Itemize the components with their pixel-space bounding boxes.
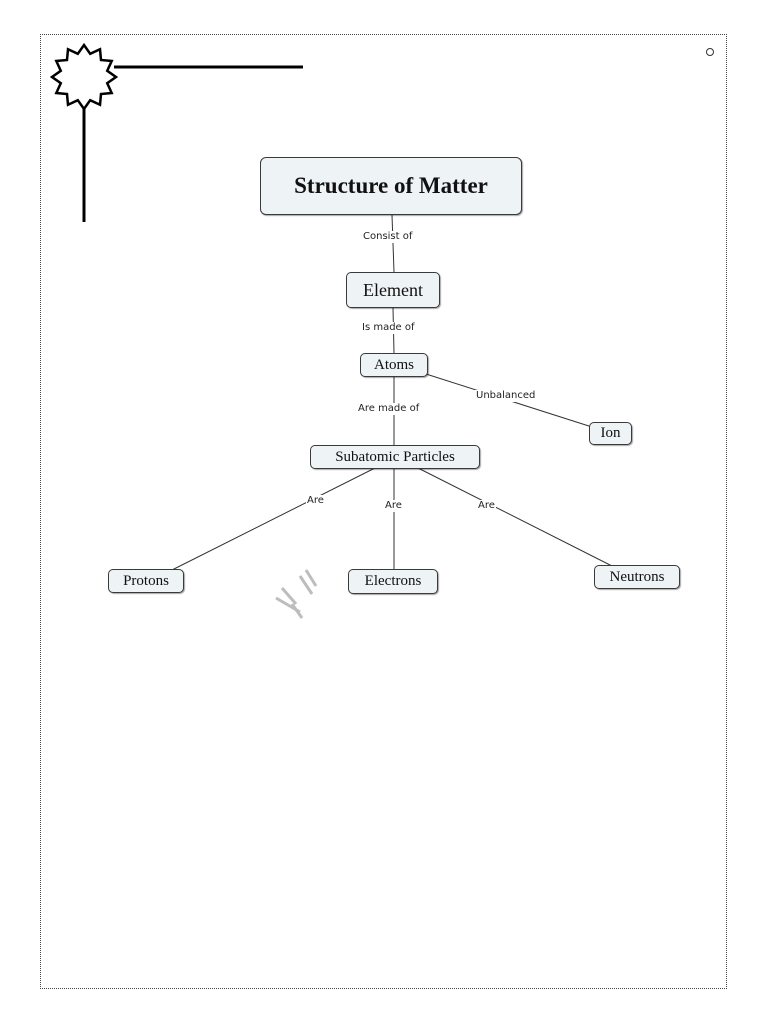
link-label-are-made-of: Are made of	[358, 403, 420, 414]
node-element: Element	[346, 272, 440, 308]
node-atoms: Atoms	[360, 353, 428, 377]
node-ion: Ion	[589, 422, 632, 445]
link-title-element	[392, 215, 394, 272]
node-neutrons: Neutrons	[594, 565, 680, 589]
link-label-are-electrons: Are	[385, 500, 402, 511]
link-subatomic-protons	[170, 468, 375, 571]
node-structure-of-matter: Structure of Matter	[260, 157, 522, 215]
link-label-is-made-of: Is made of	[362, 322, 415, 333]
link-label-consist-of: Consist of	[363, 231, 413, 242]
link-label-are-neutrons: Are	[478, 500, 495, 511]
link-label-unbalanced: Unbalanced	[476, 390, 536, 401]
node-protons: Protons	[108, 569, 184, 593]
link-subatomic-neutrons	[418, 468, 612, 566]
link-label-are-protons: Are	[307, 495, 324, 506]
node-subatomic-particles: Subatomic Particles	[310, 445, 480, 469]
node-electrons: Electrons	[348, 569, 438, 594]
